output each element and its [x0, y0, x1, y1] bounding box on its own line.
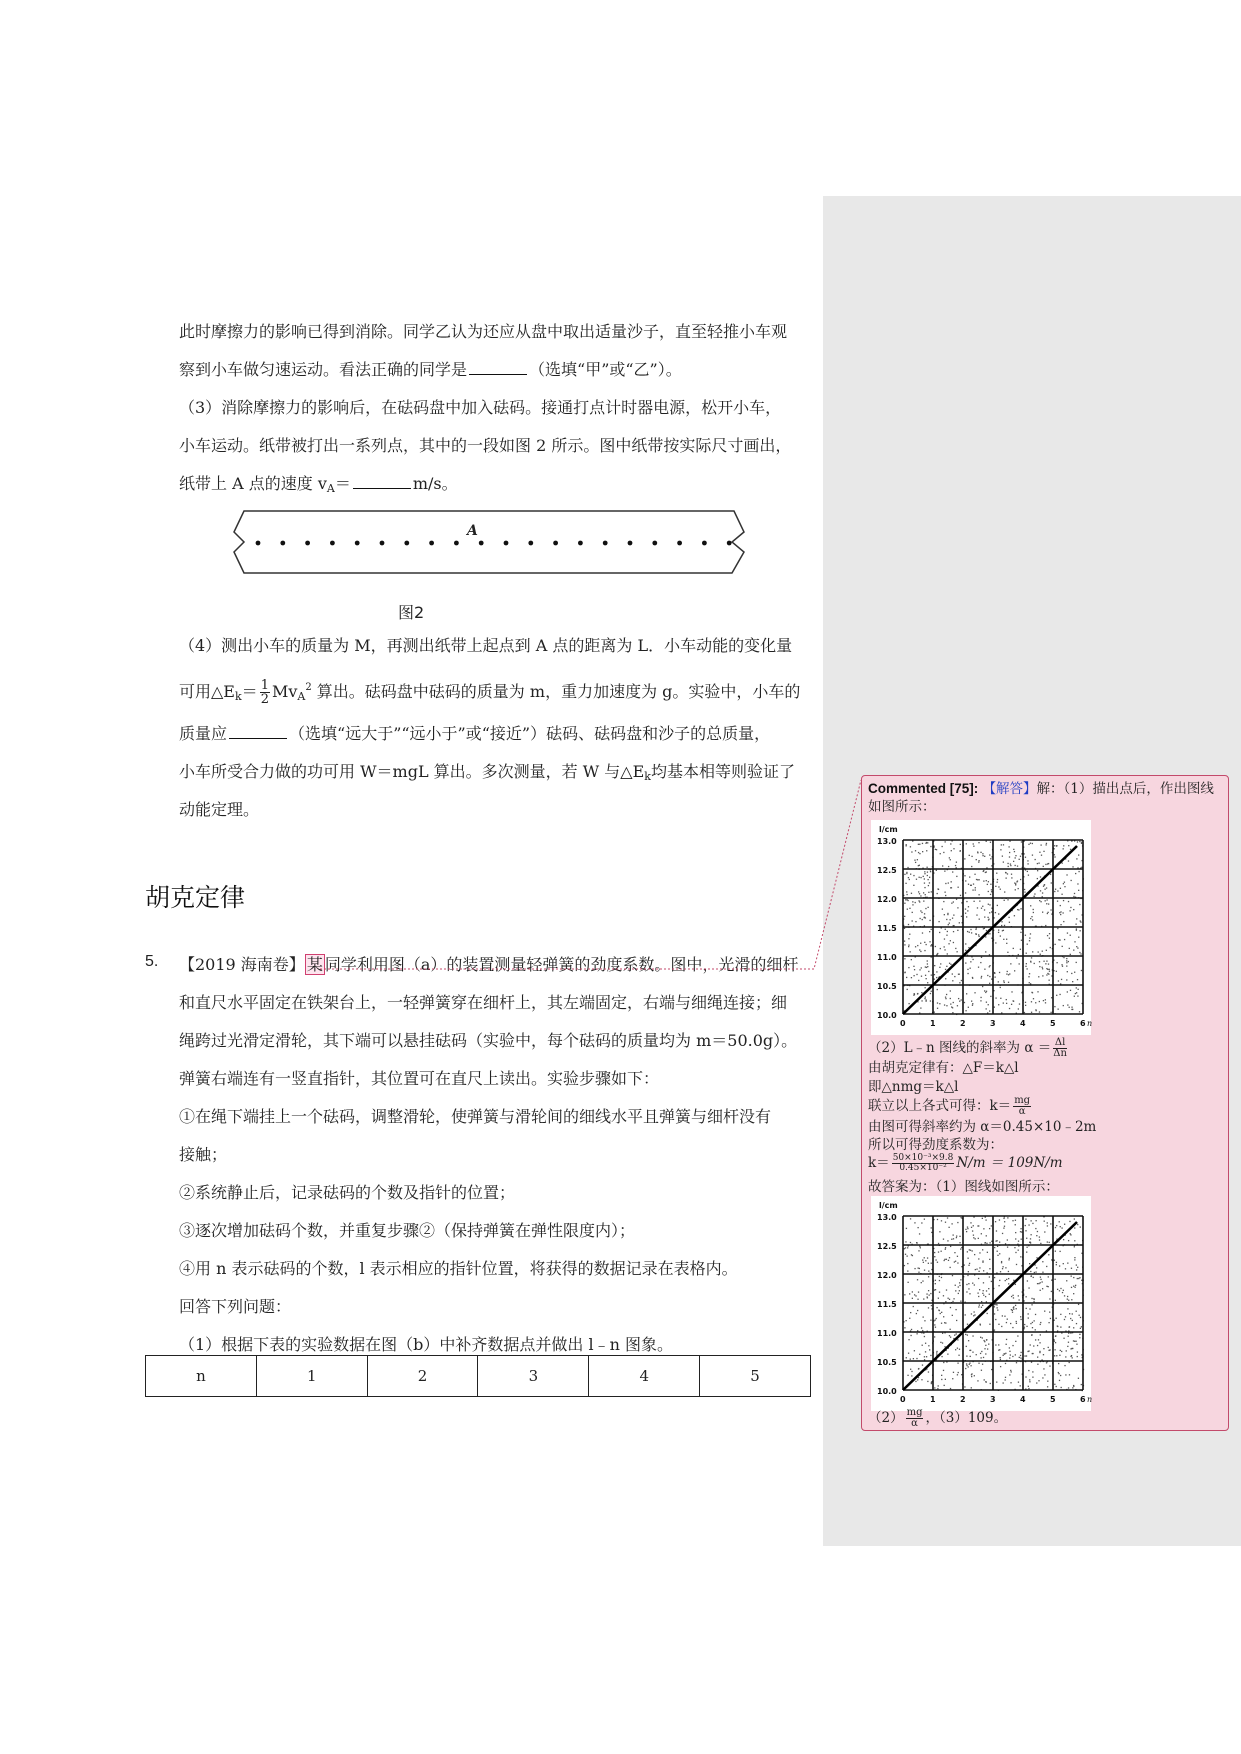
y-tick-label: 11.0 — [877, 953, 897, 962]
table-cell: 4 — [589, 1356, 700, 1397]
comment-line: 由图可得斜率约为 α＝0.45×10﹣2m — [868, 1119, 1097, 1135]
x-tick-label: 4 — [1020, 1019, 1026, 1028]
y-tick-label: 11.5 — [877, 1300, 897, 1309]
y-tick-label: 12.5 — [877, 866, 897, 875]
x-axis-label: n — [1087, 1395, 1093, 1404]
tape-dot — [702, 541, 707, 546]
graph-image — [871, 820, 1091, 1035]
y-tick-label: 11.5 — [877, 924, 897, 933]
body-line: （3）消除摩擦力的影响后，在砝码盘中加入砝码。接通打点计时器电源，松开小车， — [179, 398, 782, 417]
x-tick-label: 3 — [990, 1395, 996, 1404]
body-line: 绳跨过光滑定滑轮，其下端可以悬挂砝码（实验中，每个砝码的质量均为 m＝50.0g）。 — [179, 1031, 798, 1050]
x-tick-label: 4 — [1020, 1395, 1026, 1404]
tape-dot — [280, 541, 285, 546]
step-item: ③逐次增加砝码个数，并重复步骤②（保持弹簧在弹性限度内）； — [179, 1221, 636, 1240]
step-item: 接触； — [179, 1145, 228, 1164]
body-line: （1）根据下表的实验数据在图（b）中补齐数据点并做出 l﹣n 图象。 — [179, 1335, 674, 1354]
table-row — [146, 1356, 811, 1397]
answer-tag: 【解答】 — [982, 781, 1037, 797]
x-tick-label: 1 — [930, 1395, 936, 1404]
comment-line: 联立以上各式可得：k＝ $\frac{mg}{\alpha}$ — [868, 1095, 1031, 1117]
comment-author: Commented [75]: — [868, 781, 979, 796]
y-tick-label: 10.5 — [877, 982, 897, 991]
data-table — [145, 1355, 811, 1397]
step-item: ④用 n 表示砝码的个数，l 表示相应的指针位置，将获得的数据记录在表格内。 — [179, 1259, 738, 1278]
comment-line: 即△nmg＝k△l — [868, 1079, 959, 1095]
tape-dot — [454, 541, 459, 546]
y-tick-label: 13.0 — [877, 1213, 897, 1222]
x-tick-label: 5 — [1050, 1395, 1056, 1404]
y-tick-label: 12.0 — [877, 1271, 897, 1280]
table-cell: 3 — [478, 1356, 589, 1397]
tape-dot — [305, 541, 310, 546]
answer-blank — [353, 474, 411, 489]
tape-dot — [628, 541, 633, 546]
tape-dot — [380, 541, 385, 546]
body-line: 回答下列问题： — [179, 1297, 292, 1316]
comment-line: （2）L﹣n 图线的斜率为 α ＝ $\frac{\Delta l}{\Delta n}$ — [868, 1037, 1067, 1059]
tape-dot — [578, 541, 583, 546]
tape-dot — [553, 541, 558, 546]
table-cell: 5 — [700, 1356, 811, 1397]
tape-dot — [355, 541, 360, 546]
tape-dot — [330, 541, 335, 546]
tape-dot — [727, 541, 732, 546]
tape-dot — [504, 541, 509, 546]
answer-blank — [229, 724, 287, 739]
y-tick-label: 10.0 — [877, 1387, 897, 1396]
x-tick-label: 2 — [960, 1395, 966, 1404]
tape-dot — [479, 541, 484, 546]
y-axis-label: l/cm — [879, 1201, 898, 1210]
answer-blank — [469, 360, 527, 375]
question-number: 5. — [145, 953, 159, 970]
body-line: （4）测出小车的质量为 M，再测出纸带上起点到 A 点的距离为 L．小车动能的变化量 — [179, 636, 793, 655]
section-heading: 胡克定律 — [145, 883, 246, 912]
comment-anchor[interactable]: 某 — [306, 955, 323, 974]
y-tick-label: 12.0 — [877, 895, 897, 904]
body-line: 动能定理。 — [179, 800, 260, 819]
tape-point-label: A — [467, 523, 478, 539]
comment-line: 所以可得劲度系数为： — [868, 1137, 1003, 1153]
body-line: 察到小车做匀速运动。看法正确的同学是 （选填“甲”或“乙”）。 — [179, 360, 682, 379]
fraction: $\frac{1}{2}$ — [260, 678, 269, 707]
tape-dot — [677, 541, 682, 546]
tape-dot — [256, 541, 261, 546]
comment-line: 由胡克定律有：△F＝k△l — [868, 1060, 1019, 1076]
y-tick-label: 10.0 — [877, 1011, 897, 1020]
x-tick-label: 6 — [1080, 1019, 1086, 1028]
tape-dot — [652, 541, 657, 546]
graph-image — [871, 1196, 1091, 1411]
body-line: 弹簧右端连有一竖直指针，其位置可在直尺上读出。实验步骤如下： — [179, 1069, 660, 1088]
x-axis-label: n — [1087, 1019, 1093, 1028]
comment-header: Commented [75]: 【解答】解：（1）描出点后，作出图线如图所示： — [868, 781, 1214, 815]
body-line: 可用$\triangle E_k=$ $\frac{1}{2}$ $Mv_A^2$ 算出。砝码盘中砝码的质量为 m，重力加速度为 g。实验中，小车的 — [179, 678, 801, 707]
table-cell: 2 — [367, 1356, 478, 1397]
body-line: 小车运动。纸带被打出一系列点，其中的一段如图 2 所示。图中纸带按实际尺寸画出， — [179, 436, 792, 455]
tape-dot — [603, 541, 608, 546]
y-axis-label: l/cm — [879, 825, 898, 834]
x-tick-label: 5 — [1050, 1019, 1056, 1028]
comment-balloon[interactable] — [861, 775, 1229, 1431]
x-tick-label: 6 — [1080, 1395, 1086, 1404]
comment-line: 故答案为：（1）图线如图所示： — [868, 1179, 1059, 1195]
body-line: 小车所受合力做的功可用 W＝mgL 算出。多次测量，若 W 与$\triangle E_k$均基本相等则验证了 — [179, 762, 795, 783]
body-line: 【2019 海南卷】 某 同学利用图（a）的装置测量轻弹簧的劲度系数。图中，光滑的细杆 — [179, 955, 799, 974]
body-line: 纸带上 A 点的速度 $v_A= m/s$。 — [179, 474, 458, 495]
x-tick-label: 2 — [960, 1019, 966, 1028]
tape-dot — [404, 541, 409, 546]
x-tick-label: 0 — [900, 1019, 906, 1028]
y-tick-label: 11.0 — [877, 1329, 897, 1338]
step-item: ①在绳下端挂上一个砝码，调整滑轮，使弹簧与滑轮间的细线水平且弹簧与细杆没有 — [179, 1107, 772, 1126]
body-line: 质量应 （选填“远大于”“远小于”或“接近”）砝码、砝码盘和沙子的总质量， — [179, 724, 771, 743]
paper-tape-figure — [232, 510, 752, 578]
comment-line: （2） $\frac{mg}{\alpha}$ ，（3）109。 — [868, 1407, 1008, 1429]
y-tick-label: 10.5 — [877, 1358, 897, 1367]
figure-caption: 图2 — [398, 603, 425, 622]
x-tick-label: 3 — [990, 1019, 996, 1028]
step-item: ②系统静止后，记录砝码的个数及指针的位置； — [179, 1183, 516, 1202]
y-tick-label: 13.0 — [877, 837, 897, 846]
table-cell: n — [146, 1356, 257, 1397]
table-cell: 1 — [256, 1356, 367, 1397]
body-line: 此时摩擦力的影响已得到消除。同学乙认为还应从盘中取出适量沙子，直至轻推小车观 — [179, 322, 788, 341]
x-tick-label: 0 — [900, 1395, 906, 1404]
tape-dot — [528, 541, 533, 546]
comment-line: k＝ $\frac{\text{50×10⁻³×9.8}}{\text{0.45×10⁻²}}$ N/m ＝ 109N/m — [868, 1153, 1063, 1173]
body-line: 和直尺水平固定在铁架台上，一轻弹簧穿在细杆上，其左端固定，右端与细绳连接；细 — [179, 993, 788, 1012]
tape-dot — [429, 541, 434, 546]
y-tick-label: 12.5 — [877, 1242, 897, 1251]
x-tick-label: 1 — [930, 1019, 936, 1028]
